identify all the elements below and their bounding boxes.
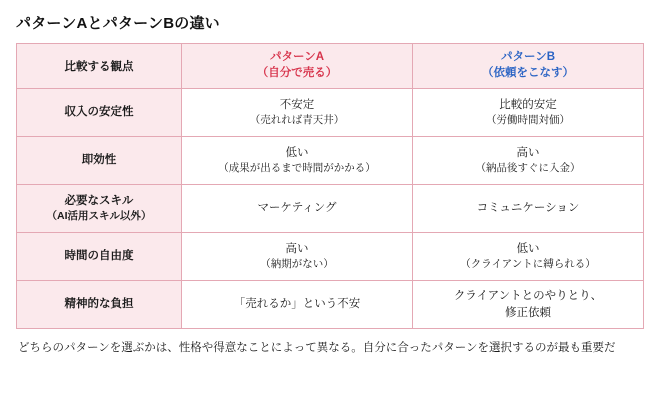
row-value-b-line1: クライアントとのやりとり、 [453,289,603,302]
header-cell-criteria: 比較する観点 [17,44,182,89]
table-row [17,185,644,233]
row-label [17,89,182,137]
row-label-line1: 時間の自由度 [64,249,134,262]
row-value-a-line2: （成果が出るまで時間がかかる） [218,162,376,175]
row-value-pattern-b [413,281,644,329]
row-value-pattern-a [182,137,413,185]
row-label-line1: 必要なスキル [64,194,134,207]
row-label-line2: （AI活用スキル以外） [46,210,152,223]
row-value-pattern-a [182,89,413,137]
page-title: パターンAとパターンBの違い [16,15,220,32]
row-value-pattern-b [413,89,644,137]
row-value-b-line2: （納品後すぐに入金） [475,162,581,175]
row-value-pattern-b [413,137,644,185]
row-value-b-line2: （クライアントに縛られる） [460,258,596,271]
row-label [17,185,182,233]
footnote-text: どちらのパターンを選ぶかは、性格や得意なことによって異なる。自分に合ったパターンを選択するのが最も重要だ [18,342,616,354]
row-label [17,233,182,281]
table-header-row [17,44,644,89]
table-row [17,137,644,185]
row-value-a-line2: （売れれば青天井） [249,114,345,127]
comparison-table [16,43,644,329]
row-label [17,137,182,185]
row-label-line1: 精神的な負担 [64,297,134,310]
row-label-line1: 即効性 [81,153,117,166]
row-value-pattern-a [182,233,413,281]
row-value-b-line2: 修正依頼 [505,306,551,319]
header-pattern-a-subtitle: （自分で売る） [256,67,338,79]
row-label [17,281,182,329]
row-value-b-line1: 低い [516,242,540,255]
row-value-pattern-a [182,185,413,233]
row-value-a-line1: 「売れるか」という不安 [233,298,361,311]
header-pattern-b-title: パターンB [500,51,556,64]
header-pattern-b-subtitle: （依頼をこなす） [482,67,574,79]
row-value-a-line1: 低い [285,146,309,159]
row-value-pattern-b [413,185,644,233]
table-row [17,89,644,137]
row-label-line1: 収入の安定性 [64,105,134,118]
header-cell-pattern-b [413,44,644,89]
row-value-a-line1: 高い [285,242,309,255]
row-value-a-line2: （納期がない） [260,258,334,271]
row-value-a-line1: 不安定 [279,98,315,111]
row-value-pattern-a [182,281,413,329]
header-cell-pattern-a [182,44,413,89]
row-value-b-line1: コミュニケーション [476,202,580,215]
header-pattern-a-title: パターンA [269,51,325,64]
row-value-a-line1: マーケティング [257,202,337,215]
row-value-b-line2: （労働時間対価） [486,114,570,127]
row-value-b-line1: 高い [516,146,540,159]
table-row [17,281,644,329]
row-value-b-line1: 比較的安定 [499,98,557,111]
row-value-pattern-b [413,233,644,281]
table-row [17,233,644,281]
